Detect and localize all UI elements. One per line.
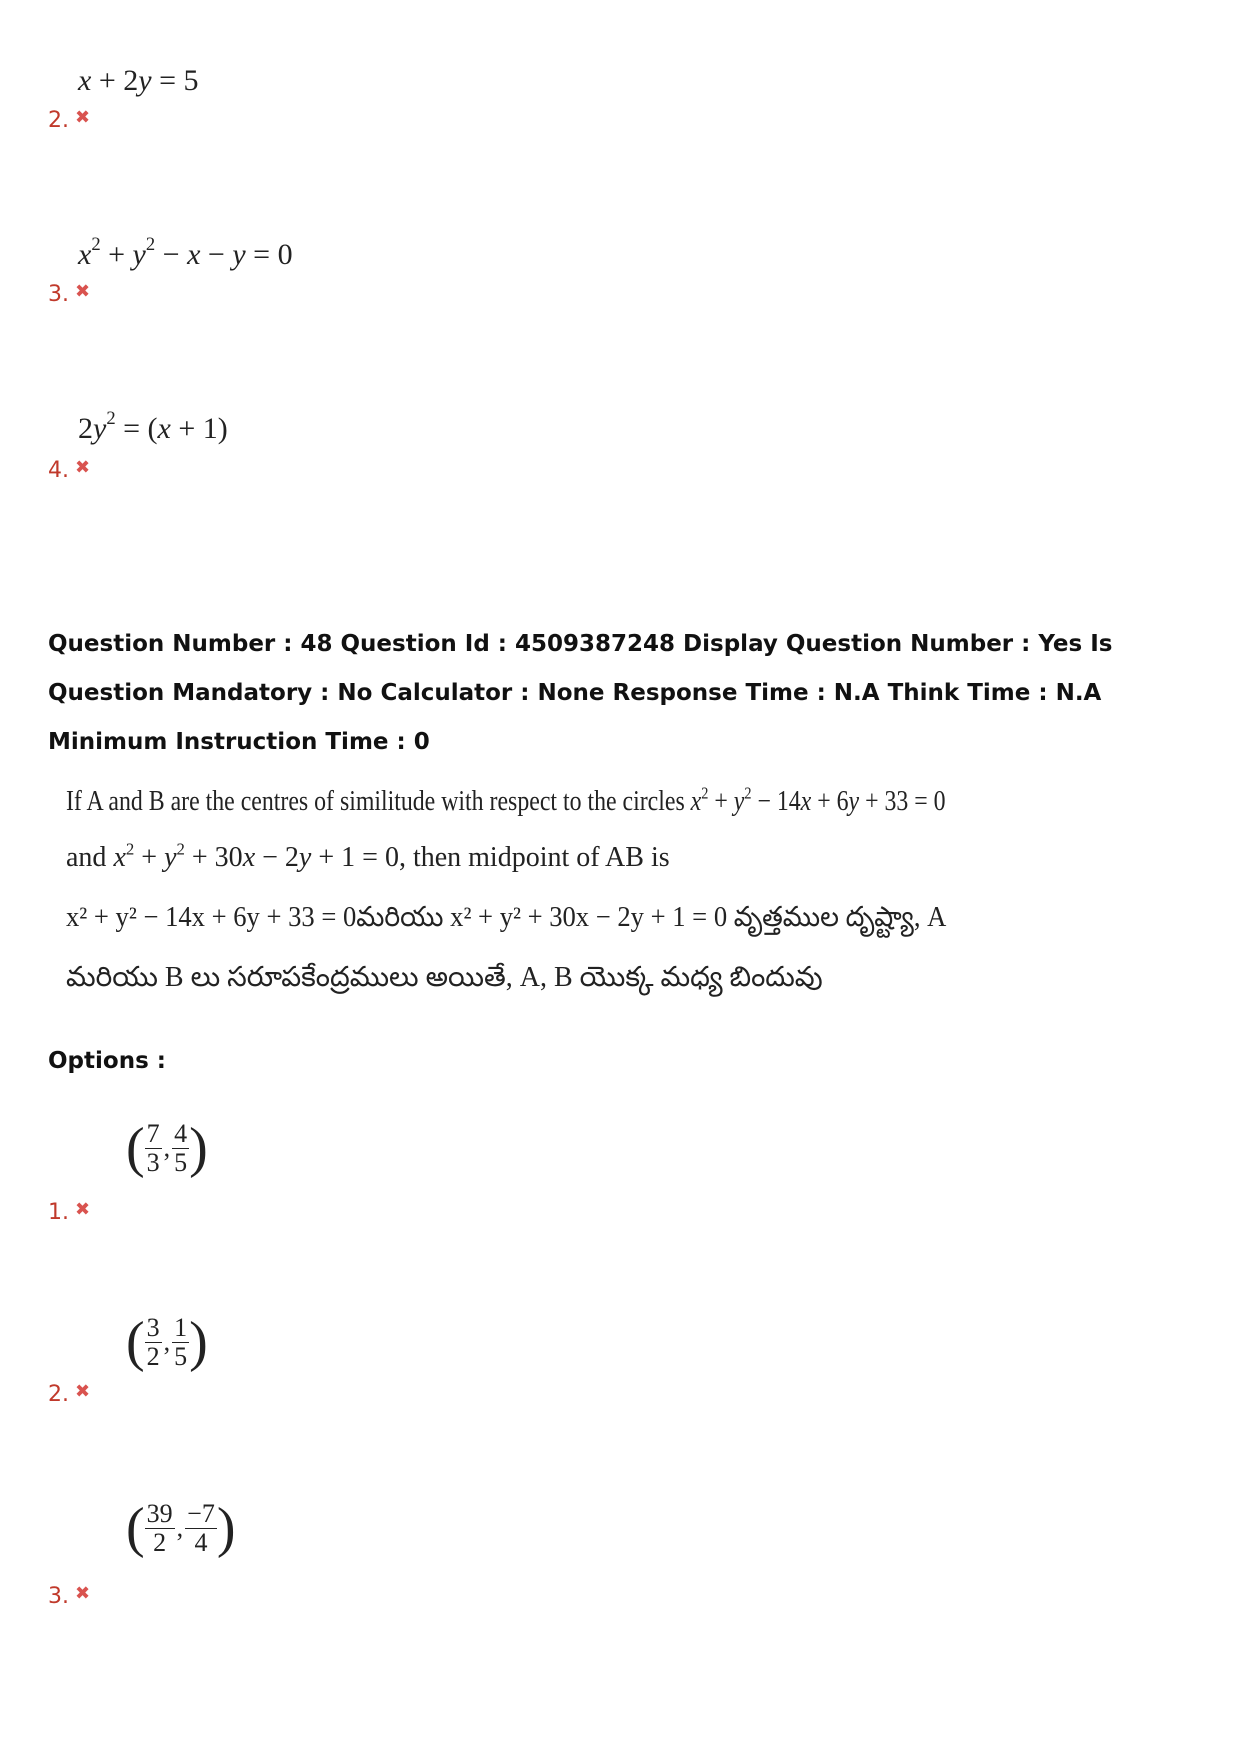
question-english-line-2: and $x^2 + y^2 + 30x - 2y + 1 = 0$, then midpoint of AB is <box>66 839 670 873</box>
prev-option-2-equation: x + 2y = 5 <box>78 64 199 97</box>
wrong-mark-icon: ✖ <box>75 457 91 478</box>
question-meta: Question Number : 48 Question Id : 4509387248 Display Question Number : Yes Is Question Mandatory : No Calculator : None Response Time : N.A Think Time : N.A Minimum Instruction Time : 0 <box>48 631 1113 755</box>
option-2-b-denominator: 5 <box>174 1341 188 1371</box>
option-1-a-denominator: 3 <box>146 1147 160 1177</box>
wrong-mark-icon: ✖ <box>75 1583 91 1604</box>
option-2-b-numerator: 1 <box>174 1313 188 1343</box>
option-number: 4. ✖ <box>48 457 91 483</box>
option-number: 3. ✖ <box>48 281 91 307</box>
prev-option-3-equation: $x^2 + y^2 - x - y = 0$ <box>78 234 293 271</box>
question-english-line-1: If A and B are the centres of similitude with respect to the circles $x^2 + y^2 - 14x + 6y + 33 = 0$ <box>66 783 946 817</box>
question-telugu-line-1: x² + y² − 14x + 6y + 33 = 0మరియు x² + y² + 30x − 2y + 1 = 0 వృత్తముల దృష్ట్యా, A <box>66 902 947 933</box>
wrong-mark-icon: ✖ <box>75 281 91 302</box>
options-label: Options : <box>48 1048 166 1074</box>
option-3-b-numerator: −7 <box>187 1499 215 1529</box>
question-telugu-line-2: మరియు B లు సరూపకేంద్రములు అయితే, A, B యొక్క మధ్య బిందువు <box>66 962 823 993</box>
option-1-b-denominator: 5 <box>174 1147 188 1177</box>
option-2-a-numerator: 3 <box>146 1313 160 1343</box>
wrong-mark-icon: ✖ <box>75 1199 91 1220</box>
option-1-value: ( $\frac{7}{3}$ , $\frac{4}{5}$ ) <box>126 1117 208 1179</box>
option-1-b-numerator: 4 <box>174 1119 188 1149</box>
option-2-a-denominator: 2 <box>146 1341 160 1371</box>
option-3-a-numerator: 39 <box>146 1499 173 1529</box>
option-number: 2. ✖ <box>48 1381 91 1407</box>
prev-option-4-equation: $2y^2 = (x + 1)$ <box>78 408 228 445</box>
option-3-a-denominator: 2 <box>153 1527 167 1557</box>
option-2-value: ( $\frac{3}{2}$ , $\frac{1}{5}$ ) <box>126 1311 208 1373</box>
wrong-mark-icon: ✖ <box>75 1381 91 1402</box>
option-number: 1. ✖ <box>48 1199 91 1225</box>
wrong-mark-icon: ✖ <box>75 107 91 128</box>
option-3-value: ( $\frac{39}{2}$ , $\frac{-7}{4}$ ) <box>126 1497 236 1559</box>
option-3-b-denominator: 4 <box>194 1527 208 1557</box>
option-number: 2. ✖ <box>48 107 91 133</box>
option-1-a-numerator: 7 <box>146 1119 160 1149</box>
option-number: 3. ✖ <box>48 1583 91 1609</box>
